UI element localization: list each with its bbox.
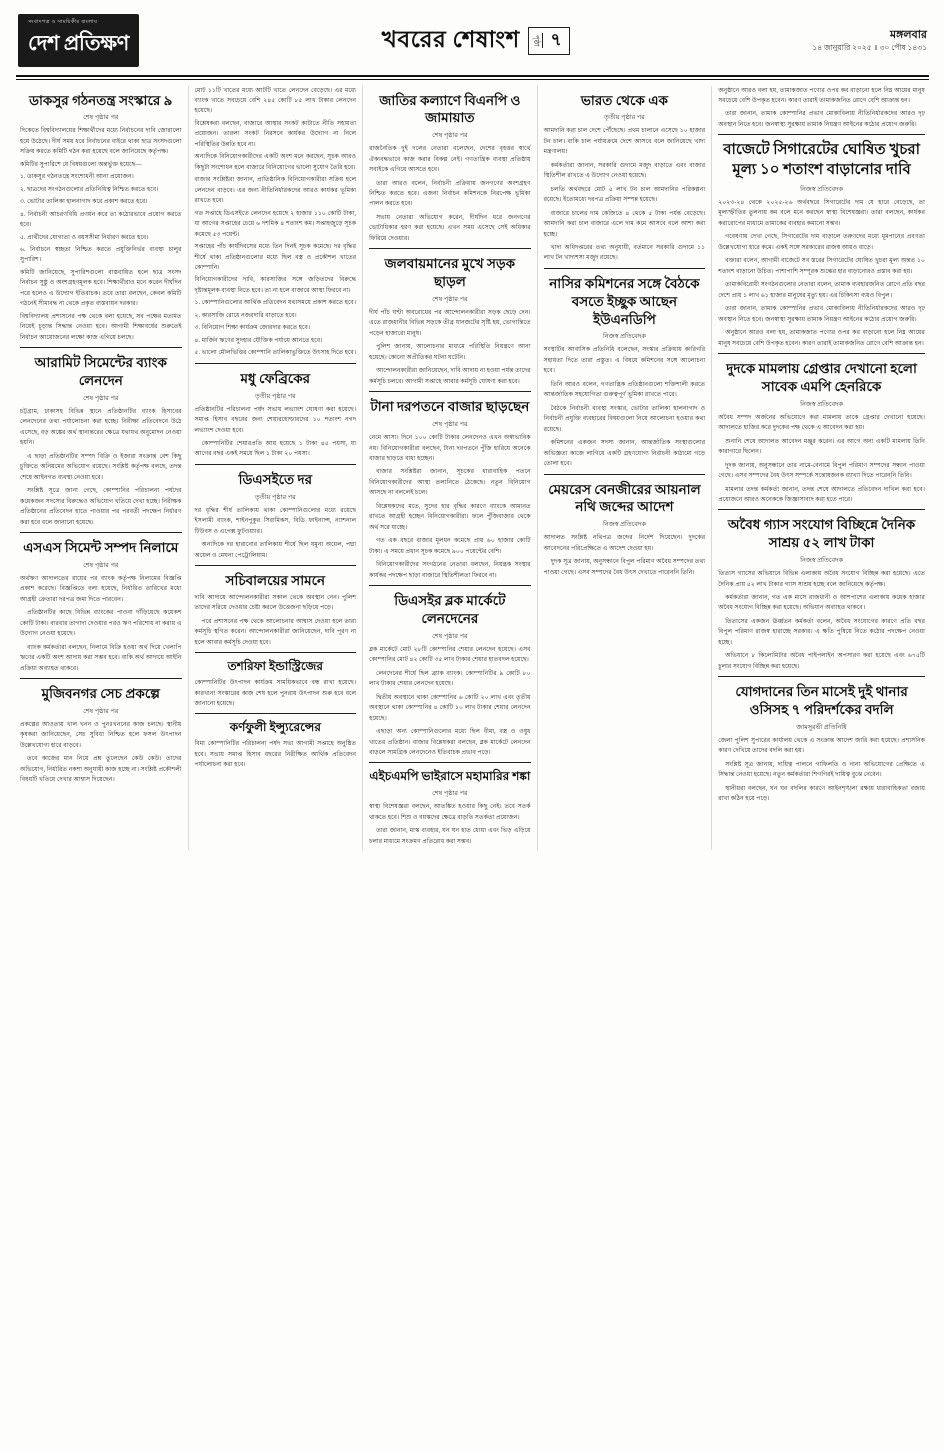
headline-block-market: ডিএসইর ব্লক মার্কেটে লেনদেনের (394, 593, 506, 626)
article-body-block-market (369, 645, 531, 759)
divider (544, 474, 706, 475)
paragraph: বাজারে চালের দাম কেজিতে ৪ থেকে ৫ টাকা পর্যন্ত বেড়েছে। আমদানি করা চাল বাজারে এলে দাম কমে আসবে বলে আশা করা হচ্ছে। (543, 210, 706, 238)
article-body-modhu-fabrics (195, 405, 357, 460)
paragraph: ৪. নির্বাচনী আচরণবিধি প্রণয়ন করে তা কঠোরভাবে প্রয়োগ করতে হবে। (20, 211, 182, 229)
article-body-bnp-jamaat (369, 144, 531, 244)
article-body-market-fall (369, 433, 531, 581)
divider (20, 532, 182, 533)
paragraph: বাজার সংশ্লিষ্টরা জানান, প্রাতিষ্ঠানিক বিনিয়োগকারীরা সক্রিয় হলে লেনদেন বাড়বে। এর জন্য নীতিনির্ধারকদের আরও কার্যকর ভূমিকা রাখতে হবে। (194, 177, 357, 205)
divider (195, 363, 357, 364)
divider (195, 565, 357, 566)
paragraph: আমদানি করা চাল দেশে পৌঁছেছে। প্রথম চালানে এসেছে ১০ হাজার টন চাল। বাকি চাল পর্যায়ক্রমে দেশে আসবে বলে জানিয়েছে খাদ্য মন্ত্রণালয়। (543, 128, 706, 156)
paragraph: বাজার সংশ্লিষ্টরা জানান, সূচকের ধারাবাহিক পতনে বিনিয়োগকারীদের আস্থা তলানিতে ঠেকেছে। নতুন বিনিয়োগ আসছে না বললেই চলে। (369, 469, 531, 497)
byline-modhu-fabrics: তৃতীয় পৃষ্ঠার পর (254, 392, 296, 400)
article-body-hmpv (369, 802, 531, 847)
paragraph: আন্দোলনকারীরা জানিয়েছেন, দাবি আদায় না হওয়া পর্যন্ত তাদের কর্মসূচি চলবে। আগামী সপ্তাহে আবার কর্মসূচি ঘোষণা করা হবে। (369, 368, 531, 385)
byline-oc-transfer: জামসুরভী প্রতিনিধি (796, 723, 847, 731)
headline-bnp-jamaat: জাতির কল্যাণে বিএনপি ও জামায়াত (379, 92, 521, 126)
column-5 (712, 86, 931, 851)
article-body-secretariat (195, 593, 357, 648)
date-line: ১৪ জানুয়ারি ২০২৫ ॥ ৩০ পৌষ ১৪৩১ (812, 42, 927, 52)
headline-illegal-gas: অবৈধ গ্যাস সংযোগ বিচ্ছিন্নে দৈনিক সাশ্রয় ৫২ লাখ টাকা (727, 517, 916, 551)
headline-benazir-documents: মেয়রেস বেনজীরের আয়নাল নথি জব্দের আদেশ (548, 481, 701, 515)
article-body-dse-price (195, 506, 357, 561)
paragraph: খাদ্য অধিদপ্তরের তথ্য অনুযায়ী, বর্তমানে সরকারি গুদামে ১১ লাখ টন খাদ্যশস্য মজুদ রয়েছে। (543, 245, 706, 262)
divider (718, 134, 925, 135)
paragraph: বিশ্ববিদ্যালয় প্রশাসনের পক্ষ থেকে বলা হয়েছে, সব পক্ষের মতামত নিয়েই চূড়ান্ত সিদ্ধান্ত নেওয়া হবে। আগামী শিক্ষাবর্ষের শুরুতেই নির্বাচন আয়োজনের লক্ষ্যে কাজ এগিয়ে চলছে। (20, 313, 182, 341)
headline-undp-commission: নাসির কমিশনের সঙ্গে বৈঠকে বসতে ইচ্ছুক আছেন ইউএনডিপি (549, 275, 700, 327)
divider (195, 464, 357, 465)
paragraph: জেলা পুলিশ সুপারের কার্যালয় থেকে এ সংক্রান্ত আদেশ জারি করা হয়েছে। প্রশাসনিক কারণ দেখিয়ে তাদের বদলি করা হয়। (718, 737, 925, 755)
divider (544, 268, 706, 269)
headline-henry-arrest: দুদকে মামলায় গ্রেপ্তার দেখানো হলো সাবেক এমপি হেনরিকে (726, 361, 917, 394)
headline-tasrifa: তশরিফা ইন্ডাস্ট্রিজের (227, 659, 324, 674)
byline-undp-commission: নিজস্ব প্রতিবেদক (602, 333, 646, 341)
byline-aramit: শেষ পৃষ্ঠার পর (83, 394, 119, 402)
article-body-mujibnagar (20, 720, 182, 786)
columns-container (0, 86, 945, 851)
byline-ss-cement: শেষ পৃষ্ঠার পর (83, 561, 119, 569)
page-tag-label: পৃষ্ঠা (529, 33, 544, 48)
article-body-illegal-gas (718, 569, 925, 672)
article-body-karnaphuli (195, 739, 357, 770)
paragraph: তারা জানান, মাস্ক ব্যবহার, ঘন ঘন হাত ধোয়া এবং ভিড় এড়িয়ে চলার মাধ্যমে সংক্রমণ প্রতিরোধ করা সম্ভব। (369, 828, 531, 845)
byline-benazir-documents: নিজস্ব প্রতিবেদক (602, 521, 646, 529)
byline-cigarette-price: নিজস্ব প্রতিবেদক (800, 185, 844, 193)
byline-block-market: শেষ পৃষ্ঠার পর (432, 632, 468, 640)
paragraph: পুলিশ জানায়, আলোচনার মাধ্যমে পরিস্থিতি নিয়ন্ত্রণে আনা হয়েছে। কোনো অপ্রীতিকর ঘটনা ঘটেনি। (369, 344, 531, 361)
paragraph: বৈঠকে নির্বাচনী ব্যবস্থা সংস্কার, ভোটার তালিকা হালনাগাদ ও নির্বাচনী প্রযুক্তি ব্যবহারের বিষয়গুলো নিয়ে আলোচনা হওয়ার কথা রয়েছে। (543, 405, 706, 433)
byline-hmpv: শেষ পৃষ্ঠার পর (432, 790, 468, 798)
byline-henry-arrest: নিজস্ব প্রতিবেদক (800, 400, 844, 408)
paragraph: কোম্পানিটির শেয়ারপ্রতি আয় হয়েছে ১ টাকা ৪৫ পয়সা, যা আগের বছর একই সময়ে ছিল ১ টাকা ২০ পয়সা। (194, 440, 357, 458)
paragraph: গবেষণায় দেখা গেছে, সিগারেটের দাম বাড়ালে তরুণদের মধ্যে ধূমপানের প্রবণতা উল্লেখযোগ্য হারে কমে। একই সঙ্গে সরকারের রাজস্ব আয়ও বাড়ে। (718, 234, 925, 251)
paragraph: আদালত সংশ্লিষ্ট নথিপত্র জব্দের নির্দেশ দিয়েছেন। দুদকের আবেদনের পরিপ্রেক্ষিতে এ আদেশ দেওয়া হয়। (543, 535, 706, 552)
paragraph: নেমে আসা। দিনে ১০০ কোটি টাকার লেনদেনও এখন অস্বাভাবিক নয়। বিনিয়োগকারীরা বলছেন, টানা দরপতনে পুঁজি হারিয়ে অনেকে বাজার ছাড়তে বাধ্য হচ্ছেন। (369, 435, 531, 462)
list-item: ২. কারসাজি রোধে নজরদারি বাড়াতে হবে। (194, 312, 297, 319)
page-number: ৭ (550, 29, 562, 49)
list-item: ১. কোম্পানিগুলোর আর্থিক প্রতিবেদন যথাসময়ে প্রকাশ করতে হবে। (194, 300, 357, 307)
headline-market-fall: টানা দরপতনে বাজার ছাড়ছেন (370, 399, 530, 415)
paragraph: তারা জানান, তামাক কোম্পানির প্রভাব মোকাবিলায় নীতিনির্ধারকদের আরও দৃঢ় অবস্থান নিতে হবে। জনস্বাস্থ্য সুরক্ষায় তামাক নিয়ন্ত্রণ আইনের কঠোর প্রয়োগ জরুরি। (718, 306, 925, 323)
article-body-road-block (369, 308, 531, 387)
masthead (0, 0, 945, 73)
divider (718, 509, 925, 510)
paragraph: কর্মকর্তারা জানান, গত এক মাসে রাজধানী ও আশপাশের এলাকায় কয়েক হাজার অবৈধ সংযোগ বিচ্ছিন্ন করা হয়েছে। অভিযান অব্যাহত থাকবে। (718, 595, 925, 612)
article-body-tasrifa (195, 678, 357, 709)
paragraph: সংশ্লিষ্ট সূত্রে জানা গেছে, কোম্পানির পরিচালনা পর্ষদের কয়েকজন সদস্যের বিরুদ্ধেও অভিযোগ খতিয়ে দেখা হচ্ছে। নিরীক্ষক প্রতিষ্ঠানের প্রতিবেদন হাতে পাওয়ার পর পরবর্তী পদক্ষেপ নির্ধারণ করা হবে বলে জানানো হয়েছে। (20, 488, 182, 526)
paragraph: মোট ১১টি খাতের মধ্যে আটটি খাতে লেনদেন বেড়েছে। এর মধ্যে ব্যাংক খাতে সবচেয়ে বেশি ২৪৫ কোটি ৮৫ লাখ টাকার লেনদেন হয়েছে। (194, 87, 357, 115)
paragraph: ৬. নির্বাচনে স্বচ্ছতা নিশ্চিত করতে প্রযুক্তিনির্ভর ব্যবস্থা চালুর সুপারিশ। (20, 247, 182, 264)
paragraph: প্রকল্পের আওতায় খাল খনন ও পুনঃখননের কাজ চলছে। স্থানীয় কৃষকরা জানিয়েছেন, সেচ সুবিধা নিশ্চিত হলে ফসল উৎপাদন উল্লেখযোগ্য হারে বাড়বে। (20, 721, 182, 749)
byline-bnp-jamaat: শেষ পৃষ্ঠার পর (432, 132, 468, 140)
logo-subtitle: সংবাদপত্র ও সাময়িকীর বাংলায় (28, 20, 98, 25)
paragraph: ১. ডাকসুর গঠনতন্ত্রে সংশোধনী আনা প্রয়োজন। (20, 174, 134, 181)
paragraph: অনুষ্ঠানে আরও বলা হয়, তামাকজাত পণ্যের ওপর কর বাড়ানো হলে নিম্ন আয়ের মানুষ সবচেয়ে বেশি উপকৃত হবেন। কারণ তারাই তামাকজনিত রোগে বেশি আক্রান্ত হন। (718, 330, 925, 347)
headline-oc-transfer: যোগদানের তিন মাসেই দুই থানার ওসিসহ ৭ পরিদর্শকের বদলি (735, 684, 908, 718)
list-item: ৪. মার্জিন ঋণের সুদহার যৌক্তিক পর্যায়ে আনতে হবে। (194, 337, 323, 344)
headline-hmpv: এইচএমপি ভাইরাসে মহামারির শঙ্কা (369, 769, 531, 784)
paragraph: দিকেতে বিশ্ববিদ্যালয়ের শিক্ষার্থীদের মধ্যে নির্বাচনের দাবি জোরালো হয়ে উঠেছে। দীর্ঘ সময় ধরে নির্বাচনের বাইরে থাকা ছাত্র সংসদগুলো সক্রিয় করতে কমিটি গঠন করা হয়েছে বলে জানিয়েছে কর্তৃপক্ষ। (20, 128, 182, 156)
paragraph: অন্যদিকে বিনিয়োগকারীদের একটি অংশ মনে করছেন, সূচক আরও কিছুটা সংশোধন হলে বাজারে বিনিয়োগের ভালো সুযোগ তৈরি হবে। (194, 154, 357, 171)
divider (195, 652, 357, 653)
headline-daksu: ডাকসুর গঠনতন্ত্র সংস্কারে ৯ (29, 92, 173, 108)
paragraph: ব্লক মার্কেটে মোট ২৮টি কোম্পানির শেয়ার লেনদেন হয়েছে। এসব কোম্পানির মোট ৪২ কোটি ৩৫ লাখ টাকার শেয়ার হাতবদল হয়েছে। (369, 646, 531, 664)
paragraph: তামাকবিরোধী সংগঠনগুলোর নেতারা বলেন, তামাক ব্যবহারজনিত রোগে প্রতি বছর দেশে প্রায় ১ লাখ ৬১ হাজার মানুষের মৃত্যু হয়। এর চিকিৎসা ব্যয়ও বিপুল। (718, 282, 925, 299)
paragraph: প্রতিষ্ঠানটির পরিচালনা পর্ষদ সভায় লভ্যাংশ ঘোষণা করা হয়েছে। সমাপ্ত হিসাব বছরের জন্য শেয়ারহোল্ডারদের ১০ শতাংশ নগদ লভ্যাংশ দেওয়া হবে। (194, 406, 357, 434)
article-body-oc-transfer (718, 736, 925, 805)
paragraph: পরে প্রশাসনের পক্ষ থেকে আলোচনার আশ্বাস দেওয়া হলে তারা কর্মসূচি স্থগিত করেন। আন্দোলনকারীরা জানিয়েছেন, দাবি পূরণ না হলে আবার কর্মসূচি দেওয়া হবে। (194, 618, 357, 646)
column-3 (363, 86, 538, 851)
headline-secretariat: সচিবালয়ের সামনে (225, 573, 326, 589)
paragraph: এ ছাড়া প্রতিষ্ঠানটির সম্পদ বিক্রি ও ইজারা সংক্রান্ত বেশ কিছু চুক্তিতে অনিয়মের অভিযোগ রয়েছে। সংশ্লিষ্ট কর্তৃপক্ষ বলছে, তদন্ত শেষে আইনগত ব্যবস্থা নেওয়া হবে। (20, 453, 182, 481)
divider (369, 248, 531, 249)
article-body-aramit (20, 407, 182, 528)
byline-market-fall: শেষ পৃষ্ঠার পর (432, 421, 468, 429)
headline-road-block: জলবায়মানের মুখে সড়ক ছাড়ল (384, 256, 516, 290)
paragraph: তারা জানান, তামাক কোম্পানির প্রভাব মোকাবিলায় নীতিনির্ধারকদের আরও দৃঢ় অবস্থান নিতে হবে। জনস্বাস্থ্য সুরক্ষায় তামাক নিয়ন্ত্রণ আইনের কঠোর প্রয়োগ জরুরি। (718, 111, 925, 128)
divider (369, 391, 531, 392)
section-title: খবরের শেষাংশ (381, 27, 520, 52)
paragraph: কমিটির সুপারিশে যে বিষয়গুলো অন্তর্ভুক্ত হয়েছে— (20, 161, 142, 168)
paragraph: কমিটি জানিয়েছে, সুপারিশগুলো বাস্তবায়িত হলে ছাত্র সংসদ নির্বাচন সুষ্ঠু ও অংশগ্রহণমূলক হবে। শিক্ষার্থীরাও মনে করেন দীর্ঘদিন পরে হলেও এ উদ্যোগ ইতিবাচক। তবে তারা বলছেন, কেবল কমিটি গঠনেই সীমাবদ্ধ না থেকে প্রকৃত বাস্তবায়ন দরকার। (20, 269, 182, 308)
paragraph: বিনিয়োগকারীদের সংগঠনের নেতারা বলছেন, নিয়ন্ত্রক সংস্থার কার্যকর পদক্ষেপ ছাড়া বাজারে স্থিতিশীলতা ফিরবে না। (369, 562, 531, 579)
article-body-benazir-documents (544, 533, 706, 578)
headline-mujibnagar: মুজিবনগর সেচ প্রকল্পে (41, 686, 160, 702)
paragraph: বিনিয়োগকারীদের দাবি, কারসাজির সঙ্গে জড়িতদের বিরুদ্ধে দৃষ্টান্তমূলক ব্যবস্থা নিতে হবে। তা না হলে বাজারে আস্থা ফিরবে না। (194, 277, 357, 294)
paragraph: দীর্ঘ পাঁচ ঘণ্টা অবরোধের পর আন্দোলনকারীরা সড়ক ছেড়ে দেন। এতে রাজধানীর বিভিন্ন সড়কে তীব্র যানজটের সৃষ্টি হয়, ভোগান্তিতে পড়েন হাজারো মানুষ। (369, 309, 531, 337)
byline-road-block: শেষ পৃষ্ঠার পর (432, 295, 468, 303)
paragraph: বিমা কোম্পানিটির পরিচালনা পর্ষদ সভা আগামী সপ্তাহে অনুষ্ঠিত হবে। সভায় সমাপ্ত হিসাব বছরের নিরীক্ষিত আর্থিক প্রতিবেদন পর্যালোচনা করা হবে। (194, 741, 357, 769)
paragraph: বিশ্লেষকদের মতে, সুদের হার বৃদ্ধির কারণে ব্যাংকে আমানত রাখতে আগ্রহী হচ্ছেন বিনিয়োগকারীরা। ফলে পুঁজিবাজার থেকে অর্থ সরে যাচ্ছে। (369, 503, 531, 531)
paragraph: ৩. ভোটার তালিকা হালনাগাদ করে প্রকাশ করতে হবে। (20, 199, 148, 206)
article-body-ss-cement (20, 574, 182, 674)
paragraph: কোম্পানিটির উৎপাদন কার্যক্রম সাময়িকভাবে বন্ধ রাখা হয়েছে। কারখানা সংস্কারের কাজ শেষ হলে পুনরায় উৎপাদন শুরু হবে বলে জানানো হয়েছে। (194, 680, 357, 707)
paragraph: কমিশনের একজন সদস্য জানান, আন্তর্জাতিক সংস্থাগুলোর অভিজ্ঞতা কাজে লাগিয়ে একটি গ্রহণযোগ্য নির্বাচনী কাঠামো গড়ে তোলা হবে। (543, 440, 706, 468)
paragraph: অন্যদিকে দর হারানোর তালিকায় শীর্ষে ছিল যমুনা অয়েল, পদ্মা অয়েল ও মেঘনা পেট্রোলিয়াম। (194, 542, 357, 559)
divider (369, 585, 531, 586)
divider (195, 713, 357, 714)
paragraph: তারা আরও বলেন, নির্বাচনী প্রক্রিয়ায় জনগণের অংশগ্রহণ নিশ্চিত করতে হবে। এজন্য নির্বাচন কমিশনকে নিরপেক্ষ ভূমিকা পালন করতে হবে। (369, 180, 531, 208)
paragraph: রাজনৈতিক দুই দলের নেতারা বলেছেন, দেশের বৃহত্তর স্বার্থে ঐক্যবদ্ধভাবে কাজ করার বিকল্প নেই। গণতান্ত্রিক ব্যবস্থা প্রতিষ্ঠায় সবাইকে এগিয়ে আসতে হবে। (369, 146, 531, 174)
paragraph: কর্মকর্তারা জানান, সরকারি গুদামে মজুদ বাড়াতে এবং বাজার স্থিতিশীল রাখতে এ উদ্যোগ নেওয়া হয়েছে। (543, 162, 706, 180)
paragraph: ব্যাংক কর্মকর্তারা বলছেন, নিলামে বিক্রি হওয়া অর্থ দিয়ে খেলাপি ঋণের একটি অংশ আদায় করা সম্ভব হবে। বাকি অর্থ আদায়ে আইনি প্রক্রিয়া অব্যাহত থাকবে। (20, 644, 182, 672)
logo-title: দেশ প্রতিক্ষণ (28, 31, 129, 55)
weekday: মঙ্গলবার (890, 29, 927, 42)
paragraph: ২০২৩-২৪ থেকে ২০২৫-২৬ অর্থবছরে সিগারেটের দাম যে হারে বেড়েছে, তা মূল্যস্ফীতির তুলনায় কম বলে মনে করছেন স্বাস্থ্য বিশেষজ্ঞরা। তারা বলছেন, কার্যকর করারোপের মাধ্যমে তামাকের ব্যবহার কমানো সম্ভব। (718, 199, 925, 227)
divider (718, 676, 925, 677)
paragraph: গত সপ্তাহে ডিএসইতে লেনদেন হয়েছে ২ হাজার ১১০ কোটি টাকা, যা আগের সপ্তাহের চেয়ে ৬ দশমিক ৪ শতাংশ কম। সপ্তাহজুড়ে সূচক কমেছে ৫৩ পয়েন্ট। (194, 210, 357, 238)
column-2 (189, 86, 364, 851)
divider (20, 678, 182, 679)
paragraph: বক্তারা বলেন, আগামী বাজেটে সব স্তরের সিগারেটের ঘোষিত খুচরা মূল্য অন্তত ১০ শতাংশ বাড়ানো উচিত। পাশাপাশি সম্পূরক শুল্কের হার বাড়ানোরও প্রস্তাব করা হয়। (718, 258, 925, 275)
paragraph: বিশ্লেষকরা বলছেন, বাজারে আস্থার সংকট কাটাতে নীতি সহায়তা প্রয়োজন। তারল্য সংকট নিরসনে কার্যকর উদ্যোগ না নিলে পরিস্থিতির উন্নতি হবে না। (194, 120, 357, 148)
paragraph: এছাড়া অন্য কোম্পানিগুলোর মধ্যে ছিল বীমা, বস্ত্র ও ওষুধ খাতের প্রতিষ্ঠান। বাজার বিশ্লেষকরা বলছেন, ব্লক মার্কেটে লেনদেন বাড়লে সামগ্রিক লেনদেনেও ইতিবাচক প্রভাব পড়ে। (369, 729, 531, 756)
header-rule-thick (16, 75, 929, 77)
paragraph: চট্টগ্রাম, ঢাকাসহ বিভিন্ন স্থানে প্রতিষ্ঠানটির ব্যাংক হিসাবের লেনদেনের তথ্য পর্যালোচনা করা হচ্ছে। নিরীক্ষা প্রতিবেদনে উঠে এসেছে, বড় অঙ্কের অর্থ স্থানান্তরের ক্ষেত্রে যথাযথ অনুমোদন নেওয়া হয়নি। (20, 408, 182, 447)
divider (20, 347, 182, 348)
paragraph: দুদক সূত্র জানায়, অনুসন্ধানে বিপুল পরিমাণ অবৈধ সম্পদের তথ্য পাওয়া গেছে। এসব সম্পদের বৈধ উৎস দেখাতে পারেননি তিনি। (543, 559, 706, 576)
paragraph: তিতাসের একজন ঊর্ধ্বতন কর্মকর্তা বলেন, অবৈধ সংযোগের কারণে প্রতি বছর বিপুল পরিমাণ রাজস্ব হারাচ্ছে সরকার। এ ক্ষতি পুষিয়ে নিতে কঠোর পদক্ষেপ নেওয়া হচ্ছে। (718, 618, 925, 646)
headline-modhu-fabrics: মধু ফেব্রিকের (240, 370, 311, 386)
paragraph: গত এক বছরে বাজার মূলধন কমেছে প্রায় ৬০ হাজার কোটি টাকা। এ সময়ে প্রধান সূচক কমেছে ৯০০ পয়েন্টের বেশি। (369, 538, 531, 555)
list-item: ৩. বিনিয়োগ শিক্ষা কার্যক্রম জোরদার করতে হবে। (194, 325, 311, 332)
headline-aramit: আরামিট সিমেন্টের ব্যাংক লেনদেন (34, 355, 167, 389)
newspaper-logo (18, 14, 139, 67)
headline-karnaphuli: কর্ণফুলী ইন্স্যুরেন্সের (229, 720, 321, 735)
paragraph: ৫. প্রার্থীদের যোগ্যতা ও বয়সসীমা নির্ধারণ করতে হবে। (20, 234, 149, 241)
paragraph: চলতি অর্থবছরে মোট ৫ লাখ টন চাল আমদানির পরিকল্পনা রয়েছে। ইতোমধ্যে দরপত্র প্রক্রিয়া সম্পন্ন হয়েছে। (543, 186, 706, 204)
paragraph: সপ্তাহের পাঁচ কার্যদিবসের মধ্যে তিন দিনই সূচক কমেছে। দর বৃদ্ধির শীর্ষে থাকা প্রতিষ্ঠানগুলোর মধ্যে ছিল বস্ত্র ও প্রকৌশল খাতের কোম্পানি। (194, 244, 357, 271)
paragraph: অভিযানে ৮ কিলোমিটার অবৈধ পাইপলাইন অপসারণ করা হয়েছে এবং ৬৭৫টি চুলার সংযোগ বিচ্ছিন্ন করা হয়েছে। (718, 653, 925, 670)
headline-india-rice: ভারত থেকে এক (580, 92, 668, 108)
byline-illegal-gas: নিজস্ব প্রতিবেদক (800, 557, 844, 565)
headline-dse-price: ডিএসইতে দর (238, 471, 313, 487)
paragraph: দুদক জানায়, অনুসন্ধানে তার নামে-বেনামে বিপুল পরিমাণ সম্পদের সন্ধান পাওয়া গেছে। এসব সম্পদের বৈধ উৎস সম্পর্কে সন্তোষজনক ব্যাখ্যা দিতে পারেননি তিনি। (718, 462, 925, 480)
paragraph: দ্বিতীয় অবস্থানে থাকা কোম্পানির ৬ কোটি ২০ লাখ এবং তৃতীয় অবস্থানে থাকা কোম্পানির ৪ কোটি ১০ লাখ টাকার শেয়ার লেনদেন হয়েছে। (369, 694, 531, 722)
paragraph: অবৈধ সম্পদ অর্জনের অভিযোগে করা মামলায় তাকে গ্রেপ্তার দেখানো হয়েছে। আদালতে হাজির করে দুদকের পক্ষ থেকে এ আবেদন করা হয়। (718, 414, 925, 432)
paragraph: তবে কাজের মান নিয়ে প্রশ্ন তুলেছেন কেউ কেউ। তাদের অভিযোগ, নির্ধারিত নকশা অনুযায়ী কাজ হচ্ছে না। সংশ্লিষ্ট প্রকৌশলী বিষয়টি খতিয়ে দেখার আশ্বাস দিয়েছেন। (20, 756, 182, 784)
page-badge (528, 27, 570, 55)
column-4 (538, 86, 713, 851)
byline-india-rice: তৃতীয় পৃষ্ঠার পর (604, 114, 645, 122)
paragraph: মামলার তদন্ত কর্মকর্তা জানান, তদন্ত শেষে আদালতে প্রতিবেদন দাখিল করা হবে। প্রয়োজনে আরও অনেককে জিজ্ঞাসাবাদ করা হতে পারে। (718, 486, 925, 503)
article-body-cigarette-price (718, 198, 925, 349)
paragraph: তিনি আরও বলেন, গণতান্ত্রিক প্রতিষ্ঠানগুলো শক্তিশালী করতে আন্তর্জাতিক সহযোগিতা গুরুত্বপূর্ণ ভূমিকা রাখতে পারে। (543, 381, 706, 399)
date-block (812, 28, 927, 53)
byline-daksu: শেষ পৃষ্ঠার পর (83, 114, 119, 122)
paragraph: সভায় নেতারা অভিযোগ করেন, দীর্ঘদিন ধরে জনগণের ভোটাধিকার হরণ করা হয়েছে। এখন সময় এসেছে সেই অধিকার ফিরিয়ে দেওয়ার। (369, 214, 531, 242)
paragraph: সংস্থাটির আবাসিক প্রতিনিধি বলেছেন, সংস্কার প্রক্রিয়ায় কারিগরি সহায়তা দিতে তারা প্রস্তুত। এ বিষয়ে কমিশনের সঙ্গে আলোচনা হবে। (543, 347, 706, 375)
paragraph: লেনদেনের শীর্ষে ছিল ব্র্যাক ব্যাংক। কোম্পানিটির ৯ কোটি ৮০ লাখ টাকার শেয়ার লেনদেন হয়েছে। (369, 670, 531, 688)
paragraph: স্বাস্থ্য বিশেষজ্ঞরা বলছেন, আতঙ্কিত হওয়ার কিছু নেই। তবে সতর্ক থাকতে হবে। শিশু ও বয়স্কদের ক্ষেত্রে বাড়তি সতর্কতা প্রয়োজন। (369, 804, 531, 821)
divider (369, 762, 531, 763)
paragraph: দর বৃদ্ধির শীর্ষ তালিকায় থাকা কোম্পানিগুলোর মধ্যে রয়েছে ইসলামী ব্যাংক, শাইনপুকুর সিরামিকস, বিডি ফাইন্যান্স, ন্যাশনাল টিউবস ও এপেক্স ফুটওয়্যার। (194, 507, 357, 535)
paragraph: দাবি আদায়ে আন্দোলনকারীরা সকাল থেকে অবস্থান নেন। পুলিশ তাদের সরিয়ে দেওয়ার চেষ্টা করলে উত্তেজনা ছড়িয়ে পড়ে। (194, 594, 357, 612)
byline-dse-price: তৃতীয় পৃষ্ঠার পর (254, 493, 296, 501)
paragraph: স্থানীয়রা বলছেন, ঘন ঘন বদলির কারণে আইনশৃঙ্খলা রক্ষায় ধারাবাহিকতা বজায় রাখা কঠিন হয়ে পড়ে। (718, 785, 925, 803)
article-body-col5-top (718, 86, 925, 131)
article-body-henry-arrest (718, 413, 925, 506)
article-body-daksu (20, 126, 182, 343)
paragraph: ২. ছাত্রদের সংগঠনগুলোর প্রতিনিধিত্ব নিশ্চিত করতে হবে। (20, 186, 159, 193)
article-body-market-continued (195, 86, 357, 359)
paragraph: প্রতিষ্ঠানটির কাছে বিভিন্ন ব্যাংকের পাওনা দাঁড়িয়েছে কয়েকশ কোটি টাকা। বারবার তাগাদা দেওয়ার পরও ঋণ পরিশোধ না করায় এ উদ্যোগ নেওয়া হয়েছে। (20, 610, 182, 638)
divider (718, 353, 925, 354)
paragraph: সংশ্লিষ্ট সূত্র জানায়, দায়িত্ব পালনে গাফিলতি ও নানা অভিযোগের প্রেক্ষিতে এ সিদ্ধান্ত নেওয়া হয়েছে। নতুন কর্মকর্তারা শিগগিরই দায়িত্ব বুঝে নেবেন। (718, 761, 925, 779)
paragraph: অনুষ্ঠানে আরও বলা হয়, তামাকজাত পণ্যের ওপর কর বাড়ানো হলে নিম্ন আয়ের মানুষ সবচেয়ে বেশি উপকৃত হবেন। কারণ তারাই তামাকজনিত রোগে বেশি আক্রান্ত হন। (718, 87, 925, 104)
paragraph: অর্থঋণ আদালতের রায়ের পর ব্যাংক কর্তৃপক্ষ নিলামের বিজ্ঞপ্তি প্রকাশ করেছে। বিজ্ঞপ্তিতে বলা হয়েছে, নির্ধারিত তারিখের মধ্যে আগ্রহী ক্রেতারা দরপত্র জমা দিতে পারবেন। (20, 575, 182, 603)
byline-mujibnagar: শেষ পৃষ্ঠার পর (83, 707, 119, 715)
paragraph: তিতাস গ্যাসের অভিযানে বিভিন্ন এলাকায় অবৈধ সংযোগ বিচ্ছিন্ন করা হয়েছে। এতে দৈনিক প্রায় ৫২ লাখ টাকার গ্যাস সাশ্রয় হচ্ছে বলে জানিয়েছে কর্তৃপক্ষ। (718, 571, 925, 588)
section-header (382, 21, 570, 60)
headline-ss-cement: এসএস সিমেন্ট সম্পদ নিলামে (23, 540, 179, 555)
article-body-undp-commission (544, 345, 706, 469)
list-item: ৫. ভালো মৌলভিত্তির কোম্পানি তালিকাভুক্তিতে উৎসাহ দিতে হবে। (194, 350, 357, 357)
paragraph: শুনানি শেষে আদালত আবেদন মঞ্জুর করেন। এর আগে অন্য একটি মামলায় তিনি কারাগারে ছিলেন। (718, 438, 925, 456)
headline-cigarette-price: বাজেটে সিগারেটের ঘোষিত খুচরা মূল্য ১০ শতাংশ বাড়ানোর দাবি (723, 142, 920, 179)
header-rule-thin (16, 79, 929, 80)
column-1 (14, 86, 189, 851)
article-body-india-rice (544, 126, 706, 264)
